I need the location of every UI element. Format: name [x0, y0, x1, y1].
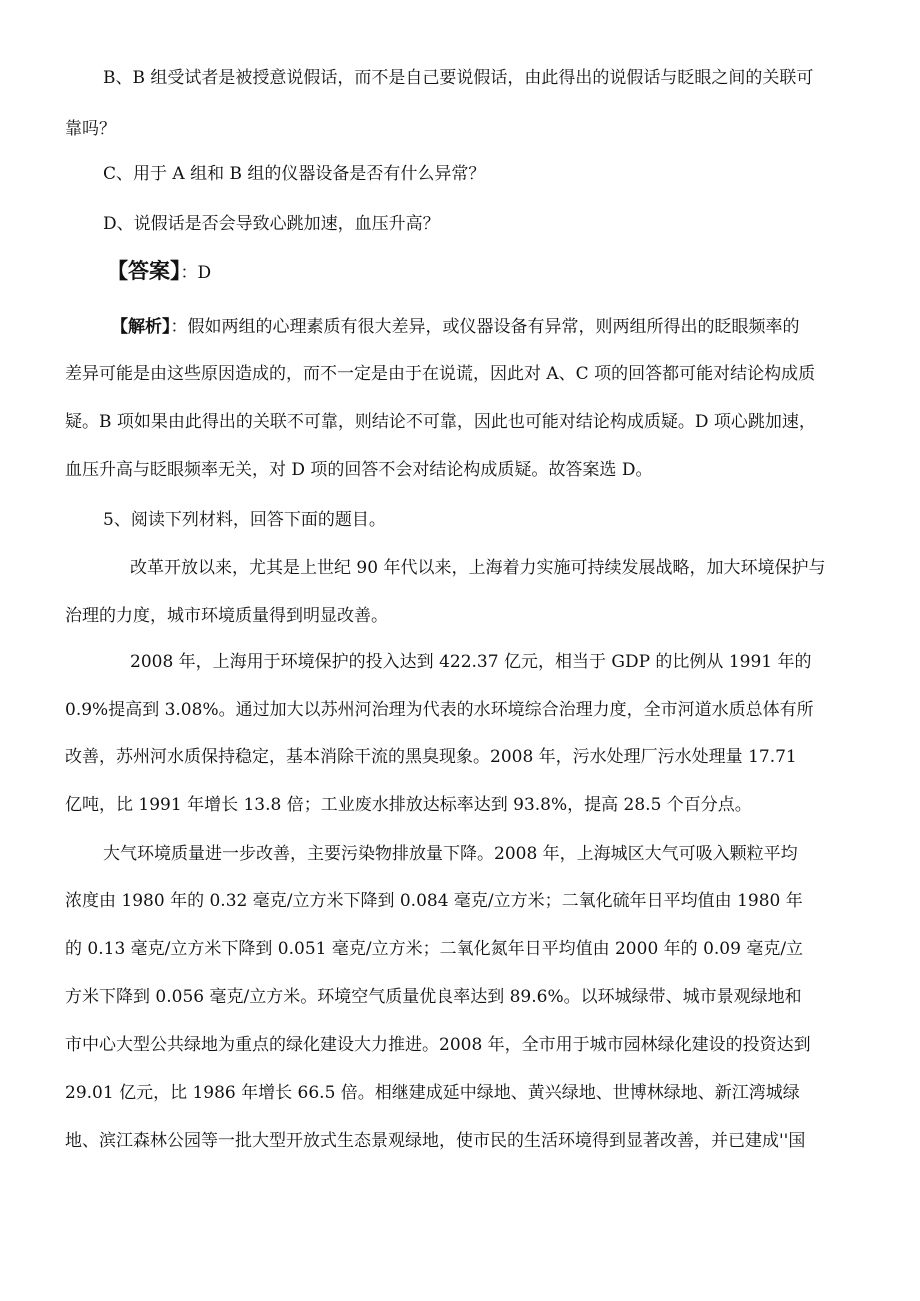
paragraph-2-line-3: 改善，苏州河水质保持稳定，基本消除干流的黑臭现象。2008 年，污水处理厂污水处理量 17.71 — [65, 747, 797, 767]
paragraph-1-line-1: 改革开放以来，尤其是上世纪 90 年代以来，上海着力实施可持续发展战略，加大环境保护与 — [130, 558, 826, 578]
analysis-line-1 — [0, 315, 920, 339]
paragraph-3-line-1: 大气环境质量进一步改善，主要污染物排放量下降。2008 年，上海城区大气可吸入颗粒平均 — [103, 844, 798, 864]
answer-label: 【答案】 — [107, 258, 181, 283]
analysis-line-3: 疑。B 项如果由此得出的关联不可靠，则结论不可靠，因此也可能对结论构成质疑。D 项心跳加速， — [65, 412, 816, 432]
option-d: D、说假话是否会导致心跳加速，血压升高？ — [103, 214, 440, 234]
paragraph-3-line-6: 29.01 亿元，比 1986 年增长 66.5 倍。相继建成延中绿地、黄兴绿地、世博林绿地、新江湾城绿 — [65, 1083, 800, 1103]
question-5-prompt: 5、阅读下列材料，回答下面的题目。 — [103, 510, 386, 530]
paragraph-1-line-2: 治理的力度，城市环境质量得到明显改善。 — [65, 606, 388, 626]
analysis-line-4: 血压升高与眨眼频率无关，对 D 项的回答不会对结论构成质疑。故答案选 D。 — [65, 460, 653, 480]
option-c: C、用于 A 组和 B 组的仪器设备是否有什么异常？ — [103, 164, 486, 184]
analysis-label: 【解析】 — [111, 317, 171, 337]
paragraph-3-line-5: 市中心大型公共绿地为重点的绿化建设大力推进。2008 年，全市用于城市园林绿化建设的投资达到 — [65, 1035, 811, 1055]
analysis-text-1: ：假如两组的心理素质有很大差异，或仪器设备有异常，则两组所得出的眨眼频率的 — [170, 317, 800, 337]
option-b-line-2: 靠吗？ — [65, 119, 116, 139]
analysis-line-2: 差异可能是由这些原因造成的，而不一定是由于在说谎，因此对 A、C 项的回答都可能对结论构成质 — [65, 364, 816, 384]
paragraph-3-line-7: 地、滨江森林公园等一批大型开放式生态景观绿地，使市民的生活环境得到显著改善，并已建成''国 — [65, 1131, 806, 1151]
paragraph-2-line-2: 0.9%提高到 3.08%。通过加大以苏州河治理为代表的水环境综合治理力度，全市河道水质总体有所 — [65, 700, 814, 720]
paragraph-3-line-2: 浓度由 1980 年的 0.32 毫克/立方米下降到 0.084 毫克/立方米；二氧化硫年日平均值由 1980 年 — [65, 891, 803, 911]
paragraph-2-line-1: 2008 年，上海用于环境保护的投入达到 422.37 亿元，相当于 GDP 的比例从 1991 年的 — [130, 652, 812, 672]
answer-value: ：D — [180, 263, 212, 283]
answer-line — [0, 259, 920, 285]
option-b-line-1: B、B 组受试者是被授意说假话，而不是自己要说假话，由此得出的说假话与眨眼之间的关联可 — [103, 68, 814, 88]
paragraph-3-line-3: 的 0.13 毫克/立方米下降到 0.051 毫克/立方米；二氧化氮年日平均值由 2000 年的 0.09 毫克/立 — [65, 939, 804, 959]
paragraph-3-line-4: 方米下降到 0.056 毫克/立方米。环境空气质量优良率达到 89.6%。以环城绿带、城市景观绿地和 — [65, 987, 802, 1007]
paragraph-2-line-4: 亿吨，比 1991 年增长 13.8 倍；工业废水排放达标率达到 93.8%，提高 28.5 个百分点。 — [65, 795, 752, 815]
